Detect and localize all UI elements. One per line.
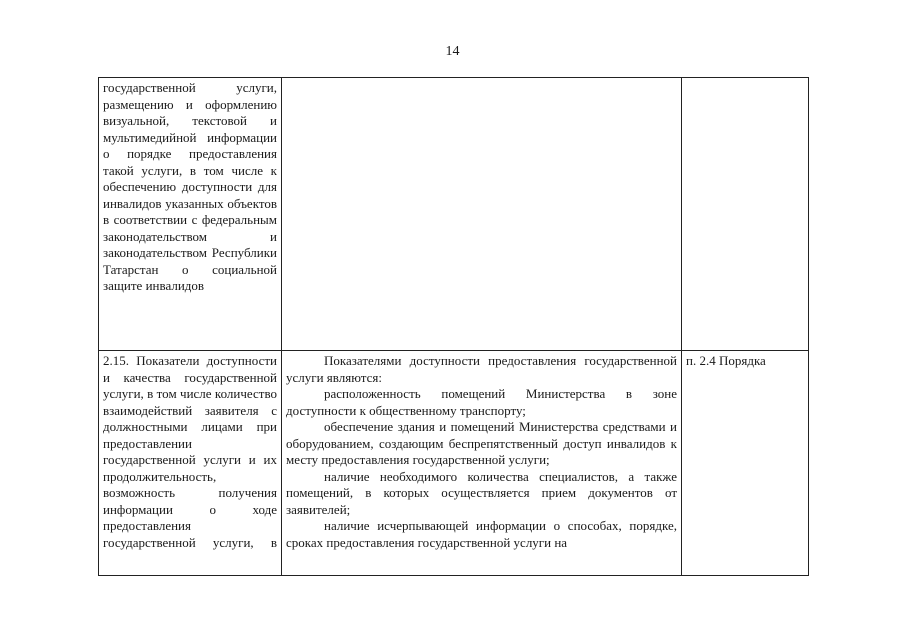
cell-empty: [282, 78, 682, 351]
paragraph: Показателями доступности предоставления государственной услуги являются:: [286, 353, 677, 385]
regulation-table: [98, 77, 809, 576]
cell-indicators-description: [282, 351, 682, 576]
cell-empty: [682, 78, 809, 351]
paragraph: обеспечение здания и помещений Министерства средствами и оборудованием, создающим беспрепятственный доступ инвалидов к месту предоставления государственной услуги;: [286, 419, 677, 467]
cell-reference: п. 2.4 Порядка: [682, 351, 809, 576]
table-row: [99, 78, 809, 351]
table-row: [99, 351, 809, 576]
cell-requirement-text: государственной услуги, размещению и оформлению визуальной, текстовой и мультимедийной информации о порядке предоставления такой услуги, в том числе к обеспечению доступности для инвалидов указанных объектов в соответствии с федеральным законодательством и законодательством Республики Татарстан о социальной защите инвалидов: [99, 78, 282, 351]
cell-indicators-title: 2.15. Показатели доступности и качества государственной услуги, в том числе количество взаимодействий заявителя с должностными лицами при предоставлении государственной услуги и их продолжительность, возможность получения информации о ходе предоставления государственной услуги, в: [99, 351, 282, 576]
page-number: 14: [445, 44, 460, 59]
paragraph: наличие исчерпывающей информации о способах, порядке, сроках предоставления государственной услуги на: [286, 518, 677, 550]
paragraph: наличие необходимого количества специалистов, а также помещений, в которых осуществляется прием документов от заявителей;: [286, 468, 677, 517]
paragraph: расположенность помещений Министерства в зоне доступности к общественному транспорту;: [286, 386, 677, 418]
